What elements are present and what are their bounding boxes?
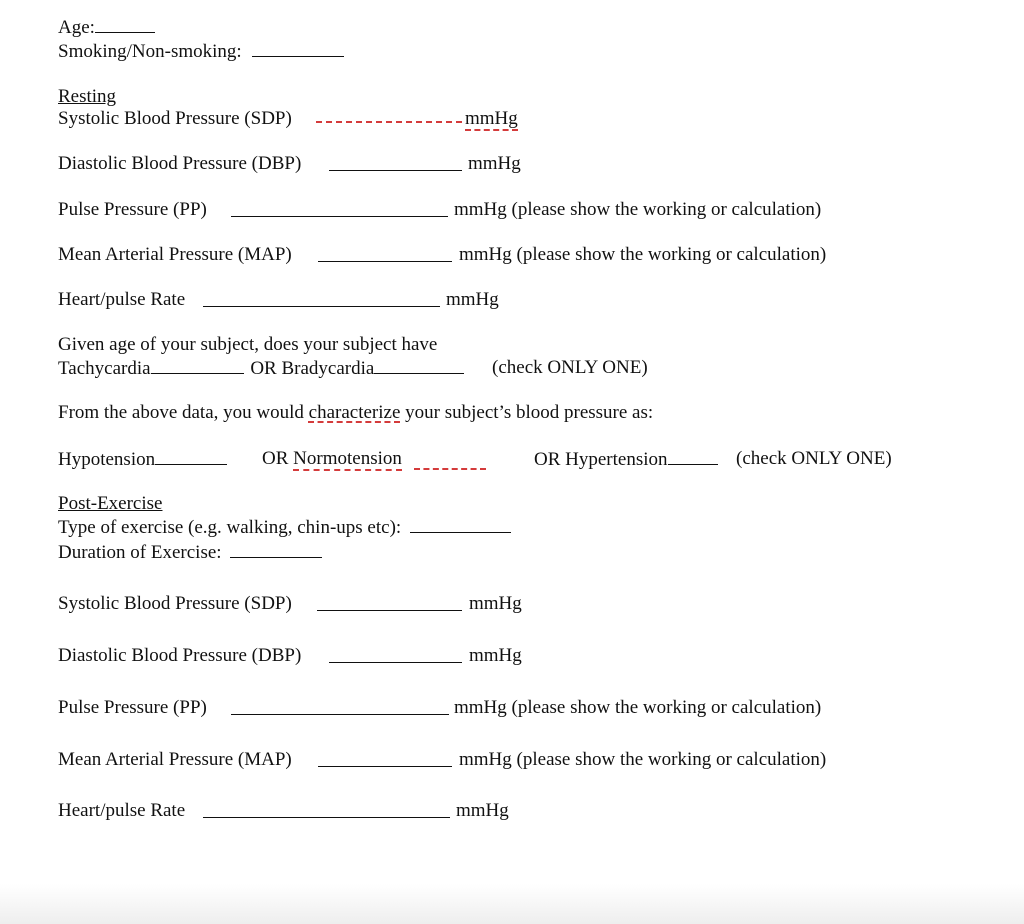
post-map-blank[interactable] <box>318 750 452 767</box>
post-map-unit: mmHg (please show the working or calculation) <box>459 749 827 770</box>
resting-pp-label: Pulse Pressure (PP) <box>58 199 207 220</box>
normotension-row <box>262 448 402 470</box>
post-pp-label: Pulse Pressure (PP) <box>58 697 207 718</box>
resting-heading: Resting <box>58 86 117 107</box>
post-hr-blank[interactable] <box>203 801 450 818</box>
smoking-label: Smoking/Non-smoking: <box>58 41 242 62</box>
resting-map-label: Mean Arterial Pressure (MAP) <box>58 244 292 265</box>
page-bottom-shade <box>0 884 1024 924</box>
post-pp-unit: mmHg (please show the working or calculation) <box>454 697 822 718</box>
post-dbp-blank[interactable] <box>329 646 462 663</box>
post-heading-row <box>58 493 162 515</box>
resting-dbp-blank[interactable] <box>329 154 462 171</box>
post-dbp-unit: mmHg <box>469 645 522 666</box>
post-pp-blank[interactable] <box>231 698 449 715</box>
hypotension-blank[interactable] <box>155 448 227 465</box>
hypotension-row <box>58 448 227 471</box>
resting-sdp-blank[interactable] <box>316 121 462 123</box>
resting-dbp-unit: mmHg <box>468 153 521 174</box>
duration-label: Duration of Exercise: <box>58 542 222 563</box>
resting-dbp-label: Diastolic Blood Pressure (DBP) <box>58 153 302 174</box>
hypotension-label: Hypotension <box>58 449 156 470</box>
bradycardia-blank[interactable] <box>374 357 464 374</box>
normotension-prefix: OR <box>262 448 294 469</box>
resting-heading-row <box>58 86 116 108</box>
duration-blank[interactable] <box>230 541 322 558</box>
post-heading: Post-Exercise <box>58 493 163 514</box>
resting-sdp-unit-row <box>465 108 518 130</box>
age-row <box>58 16 155 39</box>
age-blank[interactable] <box>95 16 155 33</box>
bradycardia-label: OR Bradycardia <box>250 358 375 379</box>
post-sdp-unit: mmHg <box>469 593 522 614</box>
post-dbp-label: Diastolic Blood Pressure (DBP) <box>58 645 302 666</box>
exercise-type-row <box>58 516 511 539</box>
normotension-label: Normotension <box>293 448 402 469</box>
hypertension-blank[interactable] <box>668 448 718 465</box>
post-hr-label: Heart/pulse Rate <box>58 800 186 821</box>
characterize-text-2: your subject’s blood pressure as: <box>400 402 654 423</box>
duration-row <box>58 541 322 564</box>
smoking-blank[interactable] <box>252 40 344 57</box>
check-one-note-1: (check ONLY ONE) <box>492 357 648 378</box>
hypertension-label: OR Hypertension <box>534 449 668 470</box>
resting-sdp-unit: mmHg <box>465 108 518 129</box>
characterize-row <box>58 402 653 424</box>
tachy-brady-row <box>58 357 464 380</box>
resting-map-blank[interactable] <box>318 245 452 262</box>
resting-pp-blank[interactable] <box>231 200 448 217</box>
exercise-type-blank[interactable] <box>410 516 511 533</box>
resting-pp-unit: mmHg (please show the working or calculation) <box>454 199 822 220</box>
hypertension-row <box>534 448 718 471</box>
post-map-label: Mean Arterial Pressure (MAP) <box>58 749 292 770</box>
exercise-type-label: Type of exercise (e.g. walking, chin-ups etc): <box>58 517 402 538</box>
check-one-note-2: (check ONLY ONE) <box>736 448 892 469</box>
post-sdp-label: Systolic Blood Pressure (SDP) <box>58 593 292 614</box>
age-label: Age: <box>58 17 95 38</box>
resting-sdp-label: Systolic Blood Pressure (SDP) <box>58 108 292 129</box>
smoking-row <box>58 40 344 63</box>
resting-map-unit: mmHg (please show the working or calculation) <box>459 244 827 265</box>
resting-hr-blank[interactable] <box>203 290 440 307</box>
post-hr-unit: mmHg <box>456 800 509 821</box>
resting-hr-label: Heart/pulse Rate <box>58 289 186 310</box>
characterize-text-1: From the above data, you would <box>58 402 309 423</box>
characterize-word: characterize <box>308 402 401 423</box>
tachycardia-blank[interactable] <box>151 357 244 374</box>
resting-hr-unit: mmHg <box>446 289 499 310</box>
tachycardia-label: Tachycardia <box>58 358 151 379</box>
normotension-blank[interactable] <box>414 468 486 470</box>
post-sdp-blank[interactable] <box>317 594 462 611</box>
age-question: Given age of your subject, does your subject have <box>58 334 438 355</box>
